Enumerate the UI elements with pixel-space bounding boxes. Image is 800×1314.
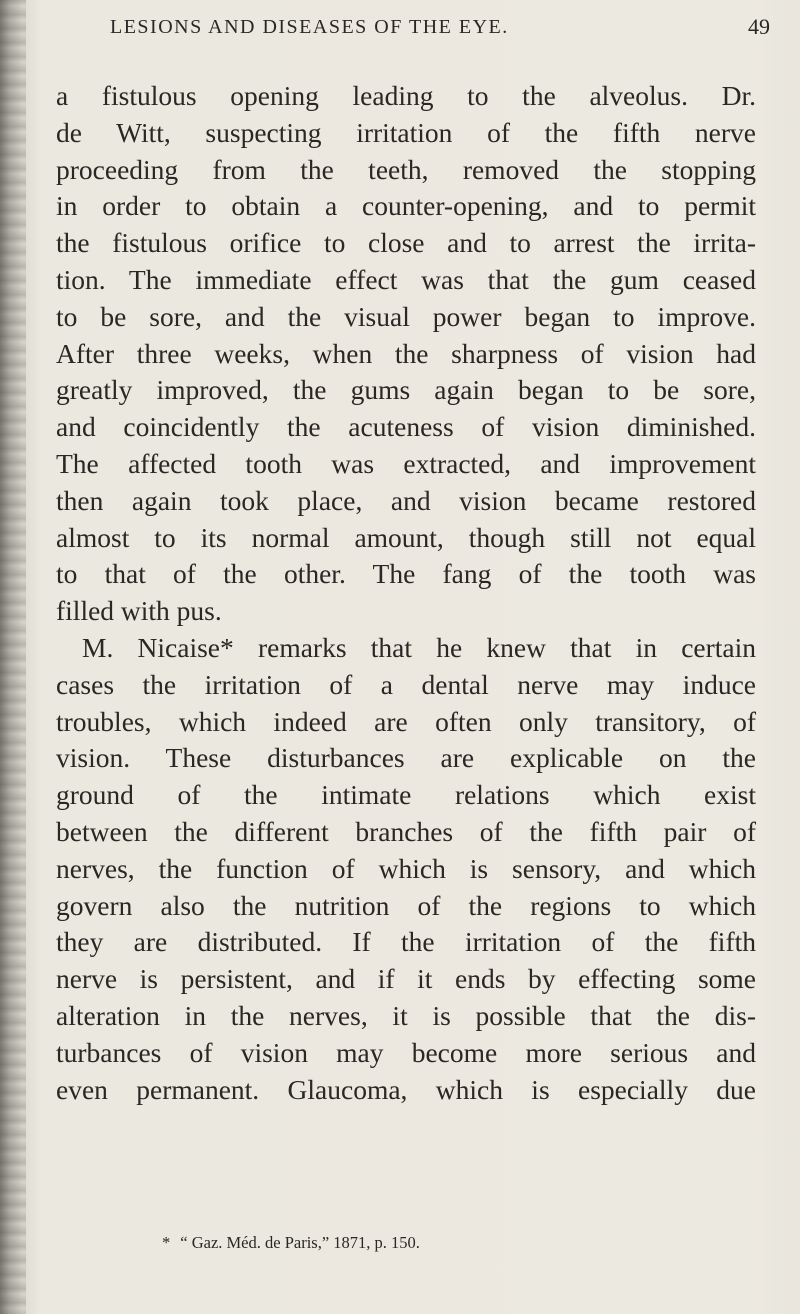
text-line: they are distributed. If the irritation of the fifth [56,926,756,958]
text-line: tion. The immediate effect was that the gum ceased [56,263,756,295]
text-line: The affected tooth was extracted, and improvement [56,447,756,479]
text-line: to that of the other. The fang of the tooth was [56,558,756,590]
text-line: and coincidently the acuteness of vision diminished. [56,411,756,443]
page-number: 49 [748,14,770,39]
running-head-title: LESIONS AND DISEASES OF THE EYE. [110,16,509,38]
text-line: troubles, which indeed are often only transitory, of [56,705,756,737]
text-line: almost to its normal amount, though still not equal [56,521,756,553]
footnote [162,1233,420,1253]
text-line: vision. These disturbances are explicable on the [56,742,756,774]
text-line: a fistulous opening leading to the alveolus. Dr. [56,80,756,111]
text-line: govern also the nutrition of the regions to which [56,889,756,921]
text-line: After three weeks, when the sharpness of vision had [56,337,756,369]
text-line: nerves, the function of which is sensory, and which [56,852,756,884]
text-line: in order to obtain a counter-opening, and to permit [56,190,756,222]
footnote-text: “ Gaz. Méd. de Paris,” 1871, p. 150. [180,1233,420,1252]
text-line: ground of the intimate relations which exist [56,779,756,811]
running-head [110,8,770,48]
text-line: then again took place, and vision became restored [56,484,756,516]
text-line: alteration in the nerves, it is possible that the dis- [56,999,756,1031]
text-line: greatly improved, the gums again began to be sore, [56,374,756,406]
text-line: the fistulous orifice to close and to arrest the irrita- [56,227,756,259]
text-line: cases the irritation of a dental nerve may induce [56,668,756,700]
binding-gutter [0,0,26,1314]
text-line: proceeding from the teeth, removed the stopping [56,153,756,185]
text-line: even permanent. Glaucoma, which is especially due [56,1073,756,1105]
text-line: nerve is persistent, and if it ends by effecting some [56,963,756,995]
text-line: filled with pus. [56,595,222,627]
text-line: M. Nicaise* remarks that he knew that in certain [82,631,756,663]
text-line: de Witt, suspecting irritation of the fifth nerve [56,116,756,148]
body-text [56,78,756,1108]
text-line: turbances of vision may become more serious and [56,1036,756,1068]
text-line: to be sore, and the visual power began to improve. [56,300,756,332]
text-line: between the different branches of the fifth pair of [56,815,756,847]
footnote-marker: * [162,1233,171,1252]
